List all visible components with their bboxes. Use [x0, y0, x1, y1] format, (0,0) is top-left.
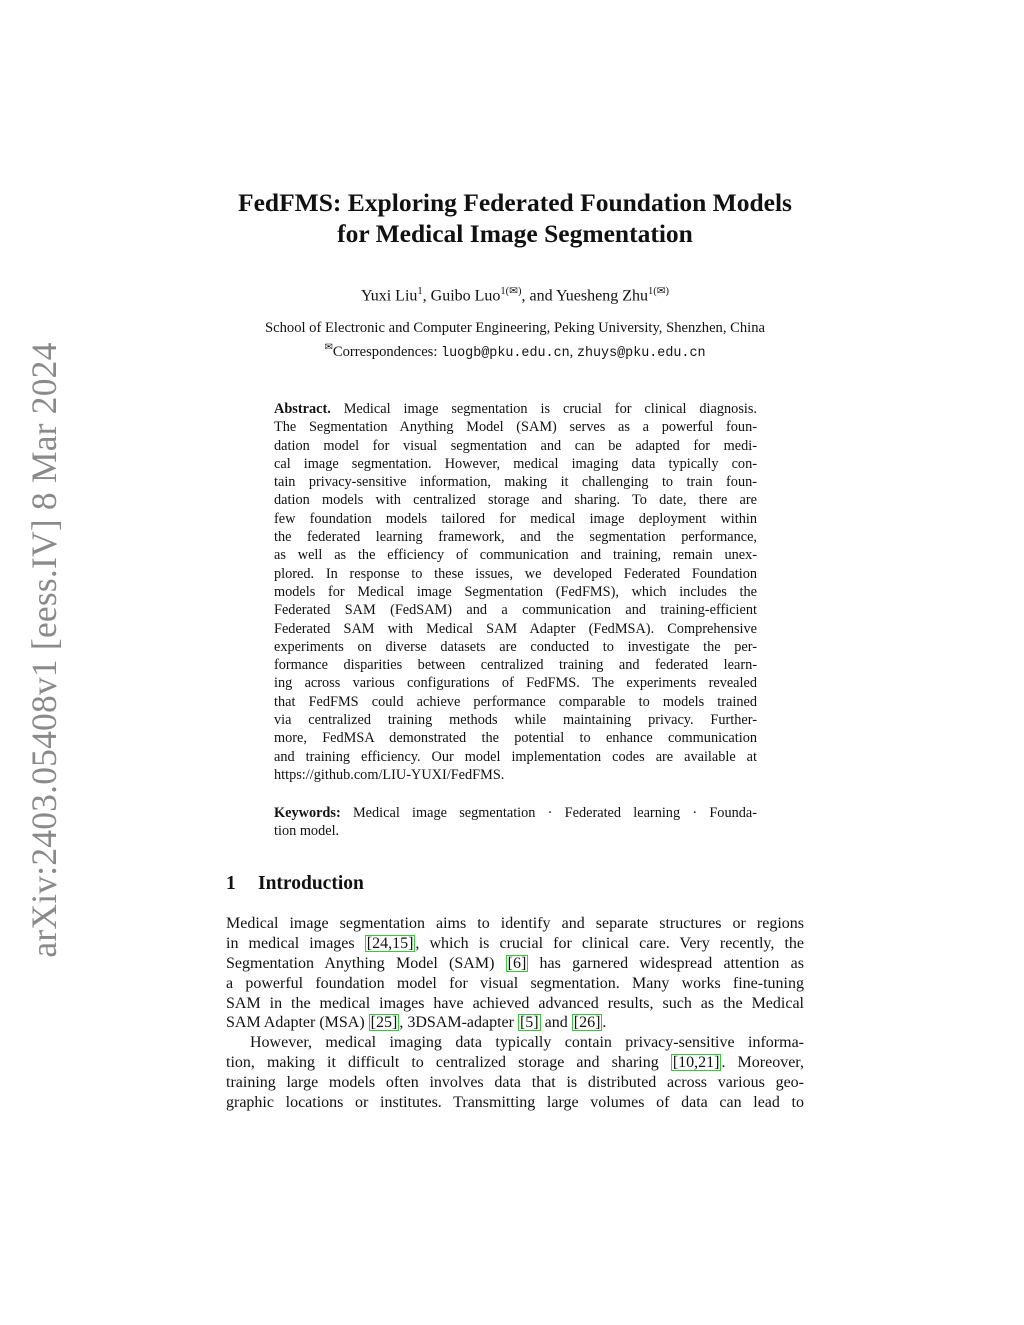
body-line: However, medical imaging data typically contain privacy-sensitive informa-: [250, 1034, 804, 1052]
body-text: has garnered widespread attention as: [528, 954, 805, 972]
abstract-line: experiments on diverse datasets are conducted to investigate the per-: [274, 638, 757, 655]
keywords: [274, 804, 757, 841]
affiliation-close: ): [665, 286, 670, 297]
abstract-line: and training efficiency. Our model implementation codes are available at: [274, 748, 757, 765]
abstract-line: dation models with centralized storage and sharing. To date, there are: [274, 492, 757, 509]
abstract: [274, 400, 757, 784]
abstract-text: Medical image segmentation is crucial for clinical diagnosis.: [330, 401, 757, 417]
email-separator: ,: [569, 344, 577, 360]
envelope-icon: ✉: [324, 342, 333, 353]
citation-link[interactable]: [26]: [573, 1014, 601, 1032]
keywords-line: [274, 804, 757, 822]
abstract-line: tain privacy-sensitive information, making it challenging to train foun-: [274, 474, 757, 491]
citation-link[interactable]: [25]: [370, 1014, 398, 1032]
body-line: Medical image segmentation aims to identify and separate structures or regions: [226, 915, 804, 932]
body-line: [226, 954, 804, 974]
abstract-line: that FedFMS could achieve performance comparable to models trained: [274, 693, 757, 710]
author-name: Yuxi Liu: [360, 287, 418, 305]
keywords-line: tion model.: [274, 823, 340, 840]
email-link[interactable]: luogb@pku.edu.cn: [441, 346, 570, 361]
abstract-line: formance disparities between centralized training and federated learn-: [274, 657, 757, 674]
body-text: . Moreover,: [721, 1054, 804, 1072]
body-text: , 3DSAM-adapter: [399, 1014, 518, 1032]
affiliation-number: 1(: [647, 286, 657, 297]
abstract-line: https://github.com/LIU-YUXI/FedFMS.: [274, 766, 505, 783]
paper-title-line-1: FedFMS: Exploring Federated Foundation Models: [238, 188, 792, 217]
author-separator: , and: [521, 287, 556, 305]
author-name: Yuesheng Zhu: [556, 287, 648, 305]
abstract-line: Federated SAM (FedSAM) and a communication and training-efficient: [274, 602, 757, 619]
keywords-label: Keywords:: [274, 805, 341, 821]
arxiv-stamp-text: arXiv:2403.05408v1 [eess.IV] 8 Mar 2024: [24, 342, 64, 958]
abstract-line: dation model for visual segmentation and can be adapted for medi-: [274, 437, 757, 454]
body-text: .: [602, 1014, 607, 1032]
abstract-line: ing across various configurations of FedFMS. The experiments revealed: [274, 675, 757, 692]
body-text: in medical images: [226, 934, 365, 952]
correspondence: [226, 338, 804, 364]
section-title: Introduction: [258, 873, 364, 894]
abstract-line: cal image segmentation. However, medical imaging data typically con-: [274, 455, 757, 472]
body-text: tion, making it difficult to centralized storage and sharing: [226, 1054, 671, 1072]
abstract-line: the federated learning framework, and the segmentation performance,: [274, 529, 757, 546]
section-number: 1: [226, 873, 236, 894]
author-list: [226, 282, 804, 306]
body-text: , which is crucial for clinical care. Very recently, the: [415, 934, 804, 952]
author-name: Guibo Luo: [430, 287, 501, 305]
author-affiliation-mark: [500, 286, 521, 297]
abstract-label: Abstract.: [274, 401, 331, 417]
paper-title-line-2: for Medical Image Segmentation: [337, 219, 693, 248]
abstract-line: models for Medical image Segmentation (FedFMS), which includes the: [274, 583, 757, 600]
body-text: SAM Adapter (MSA): [226, 1014, 369, 1032]
section-heading: [226, 872, 364, 896]
body-line: training large models often involves data that is distributed across various geo-: [226, 1074, 804, 1092]
introduction-body: [226, 914, 804, 1113]
body-line: graphic locations or institutes. Transmitting large volumes of data can lead to: [226, 1094, 804, 1112]
author-separator: ,: [422, 287, 431, 305]
abstract-line: few foundation models tailored for medical image deployment within: [274, 510, 757, 527]
abstract-line: Federated SAM with Medical SAM Adapter (FedMSA). Comprehensive: [274, 620, 757, 637]
body-line: [226, 934, 804, 954]
envelope-icon: ✉: [656, 286, 666, 297]
envelope-icon: ✉: [509, 286, 518, 297]
abstract-line: via centralized training methods while maintaining privacy. Further-: [274, 712, 757, 729]
email-link[interactable]: zhuys@pku.edu.cn: [576, 346, 706, 361]
keywords-text: Medical image segmentation · Federated learning · Founda-: [340, 805, 757, 821]
body-line: a powerful foundation model for visual segmentation. Many works fine-tuning: [226, 974, 804, 992]
abstract-line: more, FedMSA demonstrated the potential to enhance communication: [274, 730, 757, 747]
citation-link[interactable]: [5]: [519, 1014, 539, 1032]
affiliation-close: ): [517, 286, 522, 297]
body-line: [226, 1013, 804, 1033]
body-text: and: [540, 1014, 572, 1032]
body-text: Segmentation Anything Model (SAM): [226, 954, 506, 972]
citation-link[interactable]: [6]: [507, 954, 527, 972]
affiliation: School of Electronic and Computer Engineering, Peking University, Shenzhen, China: [265, 320, 765, 336]
correspondence-label: Correspondences:: [332, 344, 442, 360]
affiliation-number: 1(: [500, 286, 510, 297]
body-line: SAM in the medical images have achieved advanced results, such as the Medical: [226, 994, 804, 1012]
abstract-line: [274, 400, 757, 418]
abstract-line: as well as the efficiency of communication and training, remain unex-: [274, 547, 757, 564]
abstract-line: The Segmentation Anything Model (SAM) serves as a powerful foun-: [274, 419, 757, 436]
citation-link[interactable]: [10,21]: [672, 1054, 720, 1072]
author-affiliation-mark: 1: [417, 286, 423, 297]
author-affiliation-mark: [648, 286, 669, 297]
abstract-line: plored. In response to these issues, we developed Federated Foundation: [274, 565, 757, 582]
body-line: [226, 1053, 804, 1073]
citation-link[interactable]: [24,15]: [366, 934, 414, 952]
